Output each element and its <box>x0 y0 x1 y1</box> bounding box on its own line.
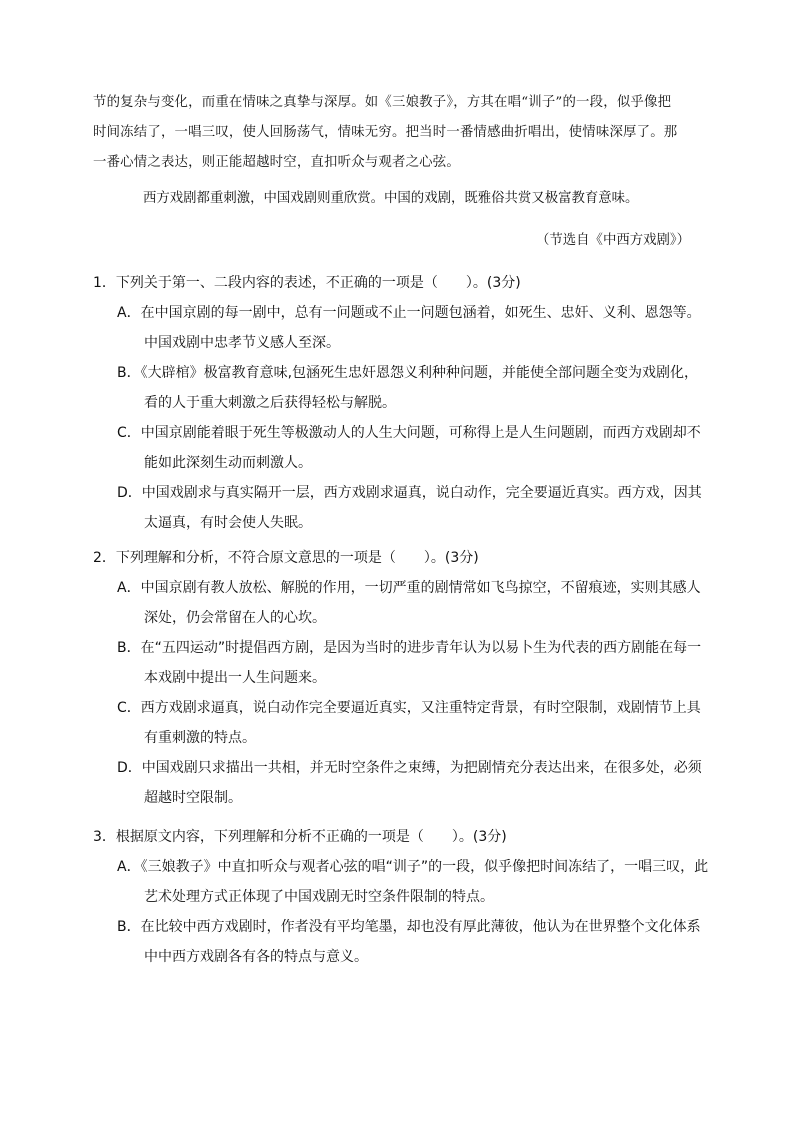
option-c[interactable] <box>93 418 713 478</box>
option-a[interactable] <box>93 573 713 633</box>
question-2 <box>93 543 713 813</box>
option-b[interactable] <box>93 633 713 693</box>
option-text: B．在比较中西方戏剧时，作者没有平均笔墨，却也没有厚此薄彼，他认为在世界整个文化体系 <box>117 919 701 935</box>
passage-line: 一番心情之表达，则正能超越时空，直扣听众与观者之心弦。 <box>93 155 460 170</box>
passage-line: 节的复杂与变化，而重在情味之真挚与深厚。如《三娘教子》，方其在唱“训子”的一段，似乎像把 <box>93 95 672 110</box>
option-b[interactable] <box>93 912 713 972</box>
option-b[interactable] <box>93 358 713 418</box>
passage-source: （节选自《中西方戏剧》） <box>536 233 690 248</box>
option-d[interactable] <box>93 753 713 813</box>
option-text: A．在中国京剧的每一剧中，总有一问题或不止一问题包涵着，如死生、忠奸、义利、恩怨等。 <box>117 305 701 321</box>
option-a[interactable] <box>93 852 713 912</box>
option-text-cont: 太逼真，有时会使人失眠。 <box>144 515 312 531</box>
option-text: D．中国戏剧求与真实隔开一层，西方戏剧求逼真，说白动作，完全要逼近真实。西方戏，因其 <box>117 485 702 501</box>
option-a[interactable] <box>93 298 713 358</box>
option-text: C．中国京剧能着眼于死生等极激动人的人生大问题，可称得上是人生问题剧，而西方戏剧却不 <box>117 425 701 441</box>
option-text-cont: 看的人于重大刺激之后获得轻松与解脱。 <box>144 395 396 411</box>
question-stem: 2．下列理解和分析，不符合原文意思的一项是（ ）。(3分) <box>93 550 479 566</box>
option-d[interactable] <box>93 478 713 538</box>
question-1 <box>93 268 713 538</box>
passage-line: 时间冻结了，一唱三叹，使人回肠荡气，情味无穷。把当时一番情感曲折唱出，使情味深厚了。那 <box>93 125 678 140</box>
question-stem: 3．根据原文内容，下列理解和分析不正确的一项是（ ）。(3分) <box>93 829 507 845</box>
option-text-cont: 超越时空限制。 <box>144 790 242 806</box>
option-c[interactable] <box>93 693 713 753</box>
option-text-cont: 本戏剧中提出一人生问题来。 <box>144 670 326 686</box>
option-text: D．中国戏剧只求描出一共相，并无时空条件之束缚，为把剧情充分表达出来，在很多处，必须 <box>117 760 702 776</box>
option-text: A．中国京剧有教人放松、解脱的作用，一切严重的剧情常如飞鸟掠空，不留痕迹，实则其感人 <box>117 580 701 596</box>
option-text: B．《大辟棺》极富教育意味,包涵死生忠奸恩怨义利种种问题，并能使全部问题全变为戏剧化， <box>117 365 699 381</box>
option-text-cont: 中国戏剧中忠孝节义感人至深。 <box>144 335 340 351</box>
question-stem: 1．下列关于第一、二段内容的表述，不正确的一项是（ ）。(3分) <box>93 275 521 291</box>
option-text-cont: 能如此深刻生动而刺激人。 <box>144 455 312 471</box>
option-text-cont: 艺术处理方式正体现了中国戏剧无时空条件限制的特点。 <box>144 889 494 905</box>
option-text: A．《三娘教子》中直扣听众与观者心弦的唱“训子”的一段，似乎像把时间冻结了，一唱三叹，此 <box>117 859 709 875</box>
passage-paragraph-2: 西方戏剧都重刺激，中国戏剧则重欣赏。中国的戏剧，既雅俗共赏又极富教育意味。 <box>143 191 639 206</box>
option-text-cont: 中中西方戏剧各有各的特点与意义。 <box>144 949 368 965</box>
question-3 <box>93 822 713 972</box>
option-text: B．在“五四运动”时提倡西方剧，是因为当时的进步青年认为以易卜生为代表的西方剧能在每一 <box>117 640 702 656</box>
option-text-cont: 深处，仍会常留在人的心坎。 <box>144 610 326 626</box>
option-text: C．西方戏剧求逼真，说白动作完全要逼近真实，又注重特定背景，有时空限制，戏剧情节上具 <box>117 700 701 716</box>
passage-paragraph-1 <box>93 88 711 178</box>
option-text-cont: 有重刺激的特点。 <box>144 730 256 746</box>
